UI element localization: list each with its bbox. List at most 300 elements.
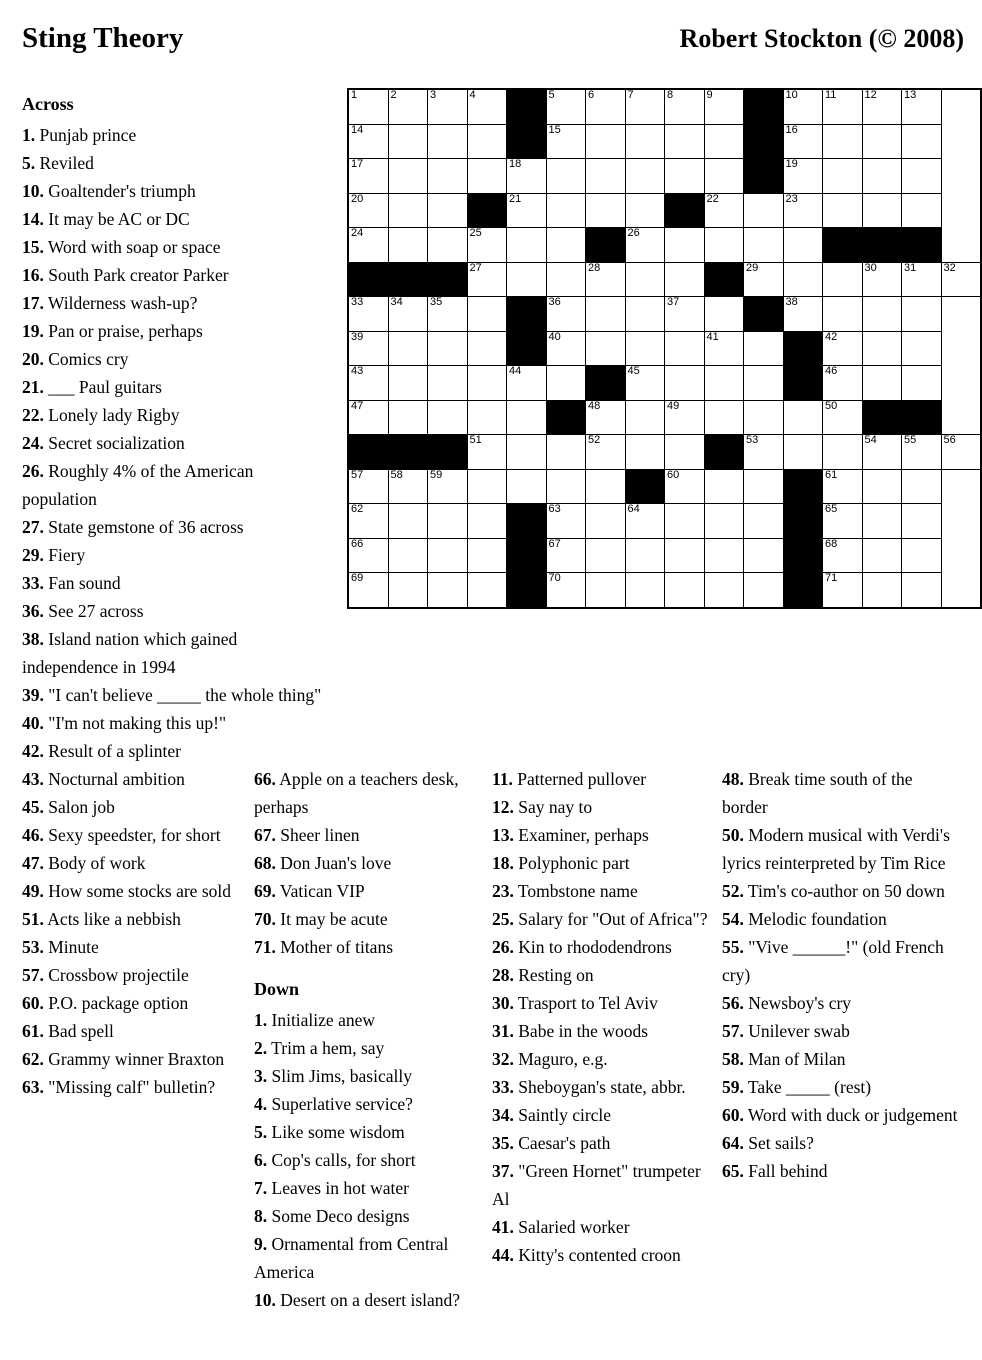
grid-cell[interactable] [467, 124, 507, 159]
grid-cell[interactable] [823, 193, 863, 228]
clue-text: Sheboygan's state, abbr. [513, 1077, 686, 1097]
grid-cell[interactable] [546, 573, 586, 608]
grid-cell[interactable] [428, 573, 468, 608]
grid-cell[interactable] [428, 89, 468, 124]
grid-block-cell [823, 228, 863, 263]
grid-cell[interactable] [586, 573, 626, 608]
grid-cell[interactable] [823, 366, 863, 401]
grid-cell-number: 45 [627, 365, 640, 377]
clue-item [22, 569, 322, 597]
clue-item [722, 933, 962, 989]
grid-cell[interactable] [744, 228, 784, 263]
grid-cell[interactable] [388, 193, 428, 228]
grid-cell[interactable] [783, 297, 823, 332]
grid-cell[interactable] [586, 538, 626, 573]
grid-cell[interactable] [665, 262, 705, 297]
grid-cell[interactable] [665, 504, 705, 539]
grid-cell[interactable] [586, 89, 626, 124]
clue-item [254, 1286, 464, 1314]
grid-cell[interactable] [823, 89, 863, 124]
grid-cell[interactable] [941, 435, 981, 470]
grid-cell[interactable] [823, 573, 863, 608]
grid-cell[interactable] [586, 504, 626, 539]
grid-cell[interactable] [704, 124, 744, 159]
clue-number: 41. [492, 1217, 514, 1237]
grid-cell[interactable] [546, 469, 586, 504]
grid-cell[interactable] [467, 504, 507, 539]
grid-row [348, 469, 981, 504]
grid-cell[interactable] [388, 469, 428, 504]
grid-cell[interactable] [625, 159, 665, 194]
grid-cell-number: 33 [351, 296, 364, 308]
grid-cell[interactable] [823, 159, 863, 194]
author-credit: Robert Stockton (© 2008) [679, 24, 964, 53]
clue-item [722, 989, 962, 1017]
grid-cell[interactable] [586, 469, 626, 504]
grid-cell[interactable] [388, 331, 428, 366]
clue-number: 67. [254, 825, 276, 845]
grid-cell[interactable] [546, 331, 586, 366]
clue-text: "Vive ______!" (old French cry) [722, 937, 944, 985]
grid-cell[interactable] [704, 228, 744, 263]
grid-cell[interactable] [388, 400, 428, 435]
clue-text: Word with duck or judgement [743, 1105, 958, 1125]
grid-cell-number: 6 [588, 89, 595, 101]
grid-block-cell [783, 366, 823, 401]
grid-cell[interactable] [823, 504, 863, 539]
grid-cell[interactable] [902, 297, 942, 332]
grid-cell[interactable] [467, 297, 507, 332]
clue-text: Set sails? [743, 1133, 814, 1153]
grid-cell[interactable] [546, 538, 586, 573]
clue-text: Kitty's contented croon [513, 1245, 681, 1265]
grid-cell[interactable] [783, 193, 823, 228]
clue-item [492, 1017, 714, 1045]
grid-cell-number: 36 [548, 296, 561, 308]
clue-item [492, 905, 714, 933]
grid-cell[interactable] [902, 538, 942, 573]
grid-cell[interactable] [467, 262, 507, 297]
grid-block-cell [783, 469, 823, 504]
grid-cell[interactable] [428, 366, 468, 401]
grid-cell[interactable] [348, 538, 388, 573]
grid-cell-number: 49 [667, 399, 680, 412]
clue-item [722, 821, 962, 877]
grid-cell[interactable] [625, 193, 665, 228]
clue-text: Polyphonic part [513, 853, 630, 873]
grid-cell[interactable] [507, 193, 547, 228]
grid-cell[interactable] [902, 331, 942, 366]
grid-cell[interactable] [823, 538, 863, 573]
grid-cell[interactable] [428, 400, 468, 435]
grid-cell-number: 3 [430, 89, 437, 101]
clue-number: 11. [492, 769, 513, 789]
clue-number: 66. [254, 769, 276, 789]
clue-number: 50. [722, 825, 744, 845]
grid-block-cell [586, 366, 626, 401]
clue-item [254, 933, 464, 961]
grid-cell[interactable] [704, 331, 744, 366]
grid-cell[interactable] [546, 297, 586, 332]
grid-cell[interactable] [625, 400, 665, 435]
grid-block-cell [744, 89, 784, 124]
grid-cell[interactable] [586, 262, 626, 297]
down-heading: Down [254, 979, 300, 999]
clue-item [492, 793, 714, 821]
grid-cell-number: 39 [351, 330, 364, 343]
grid-cell[interactable] [546, 159, 586, 194]
grid-cell-number: 14 [351, 123, 364, 136]
grid-cell[interactable] [586, 159, 626, 194]
grid-cell[interactable] [546, 504, 586, 539]
grid-cell[interactable] [783, 228, 823, 263]
clue-text: Salon job [43, 796, 115, 817]
grid-cell[interactable] [862, 435, 902, 470]
across-heading: Across [22, 94, 74, 114]
grid-cell[interactable] [428, 504, 468, 539]
grid-cell[interactable] [348, 400, 388, 435]
grid-cell[interactable] [704, 366, 744, 401]
grid-cell-number: 13 [904, 89, 917, 101]
grid-cell[interactable] [467, 400, 507, 435]
clue-item [722, 765, 962, 821]
grid-cell[interactable] [783, 262, 823, 297]
grid-cell[interactable] [704, 297, 744, 332]
clue-text: Newsboy's cry [743, 993, 852, 1013]
grid-cell[interactable] [902, 193, 942, 228]
grid-cell[interactable] [823, 262, 863, 297]
across-clue-list-part2 [254, 765, 464, 961]
clue-text: Apple on a teachers desk, perhaps [254, 769, 459, 817]
grid-cell[interactable] [348, 573, 388, 608]
clue-number: 32. [492, 1049, 514, 1069]
clue-text: Lonely lady Rigby [43, 404, 180, 425]
clue-number: 5. [22, 152, 36, 173]
grid-cell[interactable] [783, 400, 823, 435]
grid-cell[interactable] [388, 297, 428, 332]
clue-number: 4. [254, 1093, 268, 1114]
grid-cell[interactable] [704, 400, 744, 435]
grid-cell[interactable] [744, 435, 784, 470]
clue-text: Tombstone name [513, 881, 638, 901]
grid-cell[interactable] [902, 366, 942, 401]
grid-cell-number: 32 [943, 261, 956, 274]
grid-cell[interactable] [467, 435, 507, 470]
grid-cell-number: 60 [667, 468, 680, 481]
grid-cell[interactable] [665, 400, 705, 435]
grid-cell[interactable] [586, 331, 626, 366]
grid-cell[interactable] [348, 504, 388, 539]
grid-cell-number: 44 [509, 365, 522, 377]
grid-cell[interactable] [862, 297, 902, 332]
clue-text: Fiery [43, 544, 86, 565]
grid-cell[interactable] [625, 366, 665, 401]
grid-cell[interactable] [902, 262, 942, 297]
grid-cell[interactable] [783, 159, 823, 194]
grid-cell[interactable] [783, 89, 823, 124]
grid-cell[interactable] [783, 124, 823, 159]
grid-cell[interactable] [507, 469, 547, 504]
grid-block-cell [783, 504, 823, 539]
grid-cell[interactable] [467, 228, 507, 263]
grid-cell[interactable] [744, 573, 784, 608]
grid-cell-number: 26 [627, 227, 640, 239]
grid-cell[interactable] [467, 331, 507, 366]
grid-cell[interactable] [902, 469, 942, 504]
grid-cell-number: 70 [548, 572, 561, 584]
grid-cell[interactable] [862, 538, 902, 573]
clue-item [492, 1073, 714, 1101]
grid-cell[interactable] [546, 366, 586, 401]
clue-number: 44. [492, 1245, 514, 1265]
clue-number: 22. [22, 404, 44, 425]
clue-item [722, 905, 962, 933]
grid-cell[interactable] [862, 193, 902, 228]
grid-cell[interactable] [744, 504, 784, 539]
grid-cell[interactable] [428, 193, 468, 228]
grid-cell[interactable] [546, 124, 586, 159]
grid-cell[interactable] [546, 89, 586, 124]
grid-cell[interactable] [862, 331, 902, 366]
grid-cell[interactable] [586, 297, 626, 332]
grid-cell-number: 11 [825, 89, 837, 101]
grid-cell[interactable] [704, 573, 744, 608]
grid-cell[interactable] [665, 366, 705, 401]
grid-block-cell [783, 538, 823, 573]
grid-cell[interactable] [744, 331, 784, 366]
clue-column-2 [254, 765, 464, 1314]
grid-cell[interactable] [467, 159, 507, 194]
grid-cell[interactable] [704, 159, 744, 194]
clue-item [22, 737, 322, 765]
clue-number: 25. [492, 909, 514, 929]
grid-cell[interactable] [823, 124, 863, 159]
clue-text: Trasport to Tel Aviv [513, 993, 658, 1013]
grid-cell[interactable] [902, 573, 942, 608]
grid-cell[interactable] [665, 435, 705, 470]
clue-item [254, 1090, 464, 1118]
clue-number: 57. [722, 1021, 744, 1041]
clue-text: Modern musical with Verdi's lyrics reinterpreted by Tim Rice [722, 825, 950, 873]
grid-cell[interactable] [388, 159, 428, 194]
grid-cell[interactable] [704, 469, 744, 504]
clue-column-3 [492, 765, 714, 1269]
grid-cell[interactable] [428, 331, 468, 366]
grid-cell[interactable] [902, 159, 942, 194]
grid-cell[interactable] [665, 89, 705, 124]
grid-cell[interactable] [546, 193, 586, 228]
grid-cell[interactable] [625, 297, 665, 332]
grid-cell[interactable] [625, 435, 665, 470]
grid-cell[interactable] [823, 297, 863, 332]
grid-cell[interactable] [507, 400, 547, 435]
grid-cell[interactable] [348, 159, 388, 194]
grid-cell[interactable] [348, 89, 388, 124]
grid-table[interactable] [347, 88, 982, 609]
grid-cell[interactable] [862, 159, 902, 194]
grid-cell[interactable] [665, 331, 705, 366]
clue-number: 70. [254, 909, 276, 929]
grid-cell[interactable] [665, 469, 705, 504]
clue-text: Salaried worker [513, 1217, 630, 1237]
grid-cell[interactable] [428, 469, 468, 504]
grid-cell[interactable] [665, 573, 705, 608]
grid-cell[interactable] [428, 297, 468, 332]
grid-cell[interactable] [823, 469, 863, 504]
grid-cell[interactable] [862, 504, 902, 539]
clue-number: 68. [254, 853, 276, 873]
clue-text: Punjab prince [35, 124, 137, 145]
grid-cell[interactable] [546, 228, 586, 263]
grid-cell[interactable] [586, 193, 626, 228]
grid-cell[interactable] [744, 366, 784, 401]
grid-row [348, 538, 981, 573]
grid-cell[interactable] [388, 89, 428, 124]
grid-cell[interactable] [467, 366, 507, 401]
grid-cell[interactable] [428, 124, 468, 159]
grid-cell[interactable] [862, 124, 902, 159]
grid-cell[interactable] [388, 124, 428, 159]
page-title: Sting Theory [22, 22, 184, 54]
grid-cell[interactable] [704, 193, 744, 228]
grid-cell[interactable] [625, 538, 665, 573]
clue-text: It may be AC or DC [43, 208, 190, 229]
grid-cell[interactable] [625, 124, 665, 159]
grid-row [348, 262, 981, 297]
grid-cell[interactable] [744, 193, 784, 228]
grid-block-cell [665, 193, 705, 228]
grid-cell[interactable] [625, 89, 665, 124]
grid-cell[interactable] [665, 124, 705, 159]
grid-cell[interactable] [586, 400, 626, 435]
down-clue-list-part1 [254, 1006, 464, 1314]
grid-cell[interactable] [546, 262, 586, 297]
grid-cell[interactable] [704, 538, 744, 573]
grid-cell[interactable] [507, 262, 547, 297]
clue-number: 42. [22, 740, 44, 761]
clue-text: Like some wisdom [267, 1121, 405, 1142]
clue-number: 7. [254, 1177, 268, 1198]
grid-cell[interactable] [348, 366, 388, 401]
grid-cell[interactable] [823, 400, 863, 435]
clue-text: Fan sound [43, 572, 121, 593]
grid-cell[interactable] [428, 538, 468, 573]
grid-cell-number: 28 [588, 261, 601, 274]
clue-text: Resting on [513, 965, 594, 985]
grid-cell[interactable] [586, 124, 626, 159]
grid-cell[interactable] [507, 228, 547, 263]
grid-cell[interactable] [704, 504, 744, 539]
clue-text: "I'm not making this up!" [43, 712, 227, 733]
grid-cell[interactable] [348, 331, 388, 366]
grid-cell[interactable] [507, 366, 547, 401]
grid-cell[interactable] [428, 228, 468, 263]
clue-text: Leaves in hot water [267, 1177, 410, 1198]
grid-cell[interactable] [348, 228, 388, 263]
grid-cell[interactable] [902, 124, 942, 159]
grid-cell[interactable] [625, 331, 665, 366]
grid-cell[interactable] [862, 573, 902, 608]
grid-cell[interactable] [704, 89, 744, 124]
grid-cell[interactable] [625, 504, 665, 539]
grid-cell[interactable] [744, 262, 784, 297]
clue-text: Pan or praise, perhaps [43, 320, 203, 341]
grid-cell-number: 7 [627, 89, 634, 101]
grid-cell[interactable] [941, 262, 981, 297]
grid-cell-number: 63 [548, 503, 561, 515]
grid-row [348, 159, 981, 194]
clue-number: 54. [722, 909, 744, 929]
grid-cell[interactable] [428, 159, 468, 194]
crossword-grid[interactable] [347, 88, 982, 609]
clue-item [22, 261, 322, 289]
grid-cell[interactable] [388, 366, 428, 401]
grid-cell[interactable] [902, 89, 942, 124]
grid-cell[interactable] [823, 435, 863, 470]
grid-cell[interactable] [388, 538, 428, 573]
grid-cell-number: 56 [943, 434, 956, 446]
grid-cell[interactable] [862, 366, 902, 401]
grid-cell[interactable] [665, 159, 705, 194]
clue-number: 1. [254, 1009, 268, 1030]
grid-cell-number: 35 [430, 296, 443, 308]
grid-cell[interactable] [467, 538, 507, 573]
grid-cell[interactable] [665, 538, 705, 573]
grid-cell-number: 46 [825, 365, 838, 377]
grid-cell[interactable] [467, 469, 507, 504]
grid-cell[interactable] [546, 435, 586, 470]
grid-cell[interactable] [467, 89, 507, 124]
grid-cell[interactable] [783, 435, 823, 470]
grid-block-cell [388, 435, 428, 470]
clue-number: 59. [722, 1077, 744, 1097]
grid-cell[interactable] [348, 193, 388, 228]
grid-cell[interactable] [348, 297, 388, 332]
grid-cell[interactable] [348, 124, 388, 159]
grid-cell[interactable] [744, 538, 784, 573]
grid-cell[interactable] [744, 400, 784, 435]
grid-cell[interactable] [348, 469, 388, 504]
grid-cell[interactable] [388, 504, 428, 539]
grid-cell[interactable] [665, 228, 705, 263]
grid-cell[interactable] [388, 573, 428, 608]
grid-cell[interactable] [625, 262, 665, 297]
grid-cell[interactable] [862, 89, 902, 124]
grid-cell[interactable] [625, 228, 665, 263]
clue-text: Bad spell [43, 1020, 114, 1041]
grid-cell[interactable] [902, 504, 942, 539]
clue-item [722, 1045, 962, 1073]
grid-cell[interactable] [467, 573, 507, 608]
clue-text: Reviled [35, 152, 94, 173]
grid-cell[interactable] [902, 435, 942, 470]
grid-cell[interactable] [388, 228, 428, 263]
clue-item [254, 877, 464, 905]
grid-cell[interactable] [823, 331, 863, 366]
grid-cell[interactable] [862, 469, 902, 504]
grid-cell[interactable] [862, 262, 902, 297]
grid-cell-number: 61 [825, 468, 838, 481]
grid-cell[interactable] [586, 435, 626, 470]
grid-cell[interactable] [744, 469, 784, 504]
clue-text: Desert on a desert island? [275, 1289, 461, 1310]
grid-cell[interactable] [507, 159, 547, 194]
grid-block-cell [507, 297, 547, 332]
grid-cell[interactable] [507, 435, 547, 470]
grid-cell[interactable] [625, 573, 665, 608]
grid-cell[interactable] [665, 297, 705, 332]
clue-text: Slim Jims, basically [267, 1065, 412, 1086]
